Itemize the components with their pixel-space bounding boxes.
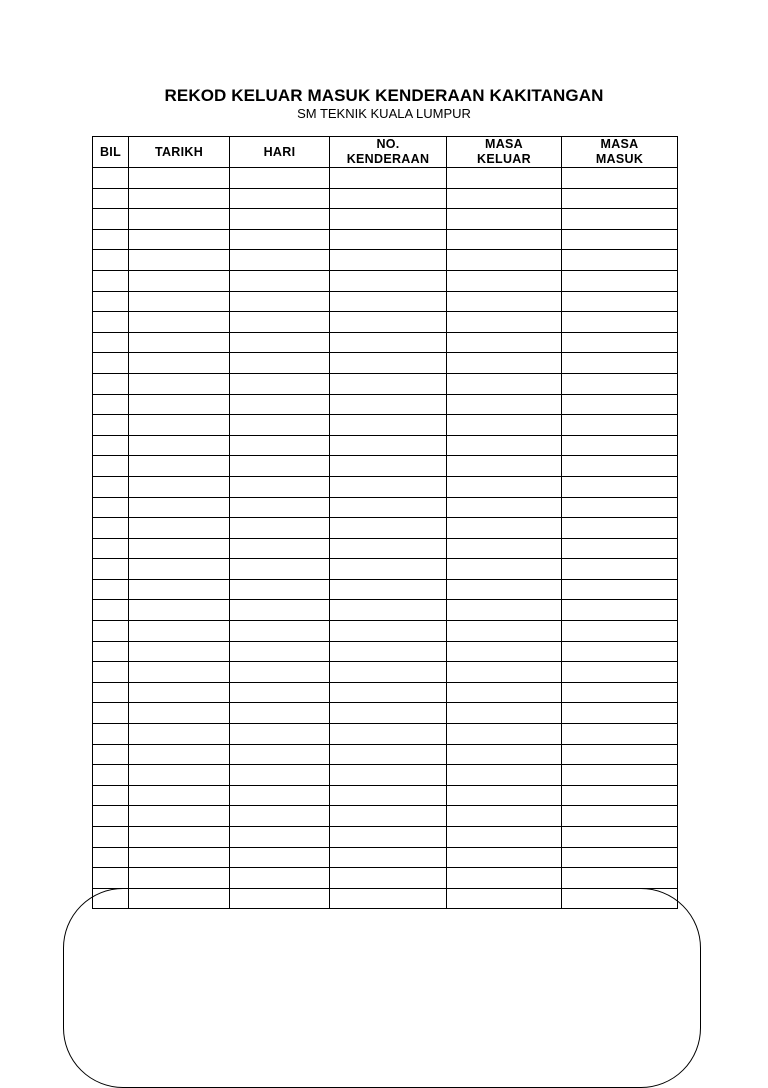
table-row	[93, 394, 678, 415]
cell-masa-keluar	[447, 188, 562, 209]
cell-masa-masuk	[562, 476, 678, 497]
cell-no-kenderaan	[330, 373, 447, 394]
cell-bil	[93, 209, 129, 230]
rounded-frame	[63, 888, 701, 1088]
cell-hari	[230, 435, 330, 456]
header-masa-masuk	[562, 137, 678, 168]
cell-bil	[93, 373, 129, 394]
cell-masa-keluar	[447, 806, 562, 827]
cell-no-kenderaan	[330, 415, 447, 436]
cell-tarikh	[129, 518, 230, 539]
cell-bil	[93, 662, 129, 683]
cell-no-kenderaan	[330, 785, 447, 806]
cell-masa-keluar	[447, 724, 562, 745]
cell-masa-keluar	[447, 600, 562, 621]
cell-hari	[230, 188, 330, 209]
cell-masa-keluar	[447, 229, 562, 250]
cell-bil	[93, 621, 129, 642]
header-hari-label: HARI	[263, 144, 296, 159]
cell-no-kenderaan	[330, 312, 447, 333]
cell-masa-keluar	[447, 373, 562, 394]
table-row	[93, 724, 678, 745]
table-row	[93, 641, 678, 662]
cell-bil	[93, 641, 129, 662]
cell-masa-masuk	[562, 332, 678, 353]
cell-tarikh	[129, 456, 230, 477]
cell-hari	[230, 373, 330, 394]
page-title: REKOD KELUAR MASUK KENDERAAN KAKITANGAN	[164, 86, 604, 105]
cell-no-kenderaan	[330, 765, 447, 786]
cell-hari	[230, 538, 330, 559]
cell-masa-masuk	[562, 168, 678, 189]
table-row	[93, 188, 678, 209]
table-row	[93, 435, 678, 456]
cell-no-kenderaan	[330, 291, 447, 312]
cell-masa-keluar	[447, 456, 562, 477]
cell-hari	[230, 497, 330, 518]
cell-masa-keluar	[447, 518, 562, 539]
header-masa-masuk-line1: MASA	[600, 137, 639, 151]
cell-masa-masuk	[562, 682, 678, 703]
cell-bil	[93, 744, 129, 765]
cell-no-kenderaan	[330, 518, 447, 539]
table-row	[93, 827, 678, 848]
header-masa-keluar	[447, 137, 562, 168]
cell-masa-keluar	[447, 538, 562, 559]
cell-no-kenderaan	[330, 868, 447, 889]
cell-hari	[230, 785, 330, 806]
cell-hari	[230, 888, 330, 909]
cell-bil	[93, 847, 129, 868]
page-subtitle: SM TEKNIK KUALA LUMPUR	[297, 106, 471, 121]
cell-bil	[93, 229, 129, 250]
cell-masa-masuk	[562, 456, 678, 477]
cell-masa-masuk	[562, 600, 678, 621]
cell-hari	[230, 827, 330, 848]
table-row	[93, 621, 678, 642]
cell-hari	[230, 332, 330, 353]
cell-bil	[93, 291, 129, 312]
cell-tarikh	[129, 394, 230, 415]
cell-tarikh	[129, 579, 230, 600]
cell-bil	[93, 497, 129, 518]
cell-masa-masuk	[562, 415, 678, 436]
table-row	[93, 497, 678, 518]
cell-masa-masuk	[562, 270, 678, 291]
cell-tarikh	[129, 168, 230, 189]
cell-bil	[93, 682, 129, 703]
cell-no-kenderaan	[330, 353, 447, 374]
cell-bil	[93, 538, 129, 559]
cell-no-kenderaan	[330, 188, 447, 209]
cell-masa-keluar	[447, 497, 562, 518]
table-row	[93, 415, 678, 436]
cell-masa-masuk	[562, 806, 678, 827]
cell-tarikh	[129, 250, 230, 271]
table-row	[93, 703, 678, 724]
cell-masa-masuk	[562, 847, 678, 868]
cell-hari	[230, 456, 330, 477]
cell-hari	[230, 621, 330, 642]
cell-masa-keluar	[447, 682, 562, 703]
cell-no-kenderaan	[330, 394, 447, 415]
header-bil-label: BIL	[99, 144, 122, 159]
cell-hari	[230, 600, 330, 621]
cell-masa-masuk	[562, 312, 678, 333]
cell-no-kenderaan	[330, 435, 447, 456]
cell-masa-masuk	[562, 209, 678, 230]
cell-masa-masuk	[562, 888, 678, 909]
cell-hari	[230, 703, 330, 724]
cell-tarikh	[129, 847, 230, 868]
cell-hari	[230, 291, 330, 312]
cell-tarikh	[129, 209, 230, 230]
cell-bil	[93, 394, 129, 415]
cell-tarikh	[129, 291, 230, 312]
cell-bil	[93, 765, 129, 786]
vehicle-record-table	[92, 136, 678, 909]
cell-bil	[93, 456, 129, 477]
table-row	[93, 600, 678, 621]
table-row	[93, 538, 678, 559]
cell-bil	[93, 724, 129, 745]
cell-masa-keluar	[447, 353, 562, 374]
cell-tarikh	[129, 312, 230, 333]
cell-hari	[230, 394, 330, 415]
cell-hari	[230, 765, 330, 786]
cell-no-kenderaan	[330, 168, 447, 189]
cell-no-kenderaan	[330, 250, 447, 271]
cell-masa-masuk	[562, 621, 678, 642]
cell-bil	[93, 785, 129, 806]
header-masa-keluar-line1: MASA	[484, 137, 523, 151]
cell-hari	[230, 806, 330, 827]
cell-hari	[230, 579, 330, 600]
cell-tarikh	[129, 435, 230, 456]
cell-masa-masuk	[562, 394, 678, 415]
table-row	[93, 682, 678, 703]
cell-bil	[93, 476, 129, 497]
cell-masa-keluar	[447, 559, 562, 580]
table-row	[93, 744, 678, 765]
cell-tarikh	[129, 476, 230, 497]
cell-masa-masuk	[562, 373, 678, 394]
cell-hari	[230, 209, 330, 230]
header-tarikh	[129, 137, 230, 168]
table-row	[93, 373, 678, 394]
cell-masa-masuk	[562, 353, 678, 374]
cell-masa-keluar	[447, 868, 562, 889]
table-body	[93, 168, 678, 909]
cell-hari	[230, 682, 330, 703]
header-hari	[230, 137, 330, 168]
cell-hari	[230, 559, 330, 580]
cell-no-kenderaan	[330, 209, 447, 230]
cell-masa-keluar	[447, 621, 562, 642]
cell-hari	[230, 847, 330, 868]
cell-tarikh	[129, 270, 230, 291]
cell-masa-keluar	[447, 662, 562, 683]
cell-no-kenderaan	[330, 476, 447, 497]
table-row	[93, 765, 678, 786]
cell-masa-masuk	[562, 497, 678, 518]
table-row	[93, 332, 678, 353]
cell-tarikh	[129, 827, 230, 848]
cell-tarikh	[129, 641, 230, 662]
cell-tarikh	[129, 806, 230, 827]
cell-tarikh	[129, 744, 230, 765]
cell-hari	[230, 415, 330, 436]
cell-hari	[230, 868, 330, 889]
table-row	[93, 250, 678, 271]
header-no-kenderaan-line2: KENDERAAN	[346, 152, 430, 166]
cell-masa-masuk	[562, 579, 678, 600]
cell-hari	[230, 270, 330, 291]
cell-bil	[93, 353, 129, 374]
cell-tarikh	[129, 353, 230, 374]
cell-no-kenderaan	[330, 724, 447, 745]
cell-tarikh	[129, 662, 230, 683]
cell-no-kenderaan	[330, 332, 447, 353]
cell-tarikh	[129, 415, 230, 436]
cell-masa-masuk	[562, 518, 678, 539]
cell-masa-keluar	[447, 847, 562, 868]
cell-no-kenderaan	[330, 538, 447, 559]
table-row	[93, 353, 678, 374]
cell-no-kenderaan	[330, 744, 447, 765]
cell-bil	[93, 703, 129, 724]
cell-tarikh	[129, 682, 230, 703]
table-row	[93, 476, 678, 497]
cell-tarikh	[129, 229, 230, 250]
cell-masa-masuk	[562, 662, 678, 683]
cell-masa-keluar	[447, 312, 562, 333]
cell-bil	[93, 600, 129, 621]
table-row	[93, 168, 678, 189]
cell-hari	[230, 662, 330, 683]
cell-bil	[93, 250, 129, 271]
cell-bil	[93, 332, 129, 353]
cell-masa-keluar	[447, 641, 562, 662]
cell-masa-masuk	[562, 785, 678, 806]
cell-masa-keluar	[447, 209, 562, 230]
table-row	[93, 579, 678, 600]
header-no-kenderaan-line1: NO.	[376, 137, 400, 151]
cell-no-kenderaan	[330, 682, 447, 703]
cell-masa-masuk	[562, 703, 678, 724]
cell-hari	[230, 744, 330, 765]
table-header-row	[93, 137, 678, 168]
cell-masa-masuk	[562, 291, 678, 312]
cell-bil	[93, 188, 129, 209]
cell-bil	[93, 579, 129, 600]
cell-masa-masuk	[562, 188, 678, 209]
cell-masa-keluar	[447, 394, 562, 415]
cell-no-kenderaan	[330, 888, 447, 909]
cell-tarikh	[129, 724, 230, 745]
cell-hari	[230, 250, 330, 271]
cell-masa-keluar	[447, 415, 562, 436]
cell-no-kenderaan	[330, 229, 447, 250]
cell-bil	[93, 518, 129, 539]
cell-tarikh	[129, 497, 230, 518]
cell-masa-masuk	[562, 744, 678, 765]
cell-no-kenderaan	[330, 579, 447, 600]
cell-hari	[230, 229, 330, 250]
cell-bil	[93, 827, 129, 848]
cell-masa-keluar	[447, 250, 562, 271]
cell-masa-masuk	[562, 868, 678, 889]
cell-no-kenderaan	[330, 621, 447, 642]
cell-no-kenderaan	[330, 497, 447, 518]
cell-hari	[230, 476, 330, 497]
cell-bil	[93, 806, 129, 827]
cell-tarikh	[129, 600, 230, 621]
cell-hari	[230, 353, 330, 374]
cell-masa-keluar	[447, 168, 562, 189]
cell-masa-masuk	[562, 827, 678, 848]
cell-bil	[93, 868, 129, 889]
cell-bil	[93, 559, 129, 580]
cell-masa-masuk	[562, 641, 678, 662]
cell-masa-keluar	[447, 765, 562, 786]
table-row	[93, 806, 678, 827]
header-masa-masuk-line2: MASUK	[595, 152, 644, 166]
table-row	[93, 270, 678, 291]
cell-no-kenderaan	[330, 559, 447, 580]
cell-tarikh	[129, 188, 230, 209]
table-row	[93, 559, 678, 580]
cell-hari	[230, 312, 330, 333]
table-row	[93, 785, 678, 806]
cell-masa-keluar	[447, 888, 562, 909]
cell-masa-keluar	[447, 827, 562, 848]
cell-masa-masuk	[562, 250, 678, 271]
cell-no-kenderaan	[330, 703, 447, 724]
cell-tarikh	[129, 621, 230, 642]
cell-tarikh	[129, 888, 230, 909]
header-bil	[93, 137, 129, 168]
table-row	[93, 312, 678, 333]
cell-masa-masuk	[562, 765, 678, 786]
cell-hari	[230, 168, 330, 189]
table-row	[93, 847, 678, 868]
cell-no-kenderaan	[330, 270, 447, 291]
table-row	[93, 888, 678, 909]
cell-bil	[93, 415, 129, 436]
cell-tarikh	[129, 332, 230, 353]
cell-masa-keluar	[447, 332, 562, 353]
cell-tarikh	[129, 559, 230, 580]
cell-bil	[93, 168, 129, 189]
cell-no-kenderaan	[330, 641, 447, 662]
cell-tarikh	[129, 868, 230, 889]
cell-masa-keluar	[447, 270, 562, 291]
cell-bil	[93, 435, 129, 456]
header-masa-keluar-line2: KELUAR	[477, 152, 531, 166]
cell-hari	[230, 518, 330, 539]
cell-tarikh	[129, 785, 230, 806]
cell-tarikh	[129, 373, 230, 394]
table-row	[93, 868, 678, 889]
cell-hari	[230, 724, 330, 745]
cell-tarikh	[129, 538, 230, 559]
cell-tarikh	[129, 765, 230, 786]
cell-tarikh	[129, 703, 230, 724]
table-row	[93, 229, 678, 250]
cell-no-kenderaan	[330, 827, 447, 848]
cell-masa-masuk	[562, 538, 678, 559]
cell-masa-masuk	[562, 559, 678, 580]
table-row	[93, 456, 678, 477]
cell-masa-masuk	[562, 724, 678, 745]
header-no-kenderaan	[330, 137, 447, 168]
cell-bil	[93, 888, 129, 909]
cell-bil	[93, 312, 129, 333]
cell-masa-keluar	[447, 703, 562, 724]
cell-no-kenderaan	[330, 847, 447, 868]
cell-masa-keluar	[447, 476, 562, 497]
cell-no-kenderaan	[330, 600, 447, 621]
table-row	[93, 291, 678, 312]
cell-masa-masuk	[562, 229, 678, 250]
cell-no-kenderaan	[330, 456, 447, 477]
cell-hari	[230, 641, 330, 662]
cell-masa-keluar	[447, 579, 562, 600]
cell-masa-keluar	[447, 785, 562, 806]
table-row	[93, 518, 678, 539]
cell-bil	[93, 270, 129, 291]
cell-masa-keluar	[447, 744, 562, 765]
cell-no-kenderaan	[330, 806, 447, 827]
cell-masa-keluar	[447, 435, 562, 456]
table-row	[93, 662, 678, 683]
cell-no-kenderaan	[330, 662, 447, 683]
table-row	[93, 209, 678, 230]
cell-masa-masuk	[562, 435, 678, 456]
header-tarikh-label: TARIKH	[154, 144, 204, 159]
cell-masa-keluar	[447, 291, 562, 312]
